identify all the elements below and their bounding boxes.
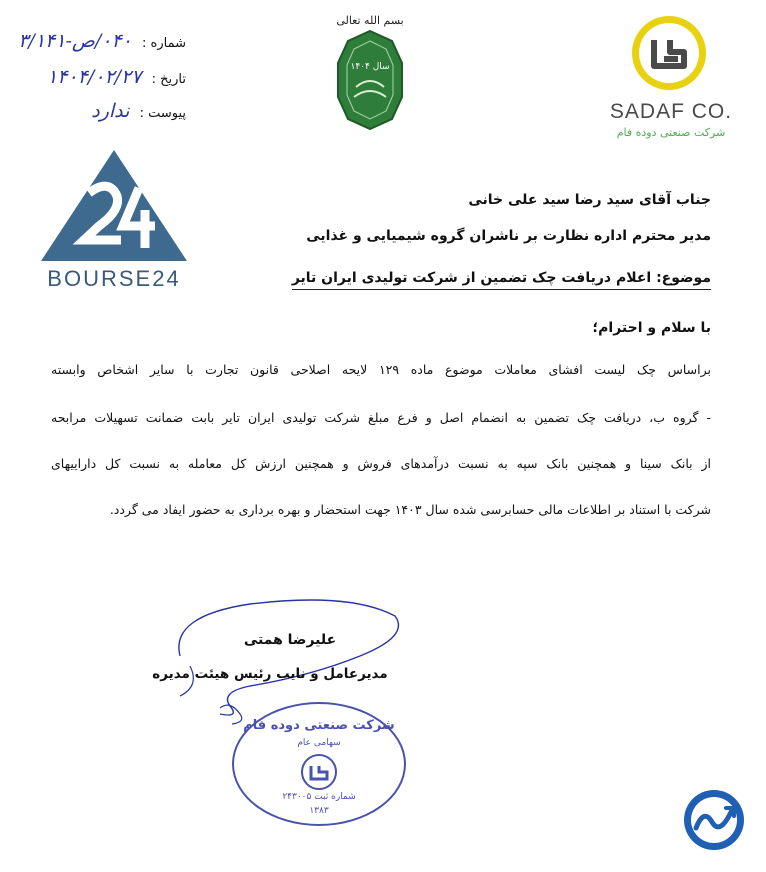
stamp-year: ۱۳۸۳ <box>309 806 329 816</box>
stamp-logo-icon <box>299 752 339 792</box>
stamp-type: سهامی عام <box>297 738 341 748</box>
company-stamp <box>232 702 406 826</box>
letter-number-value: ۰۴۰/ص-۳/۱۴۱ <box>18 30 132 52</box>
stamp-company: شرکت صنعتی دوده فام <box>243 718 395 733</box>
letter-attachment-value: ندارد <box>91 100 130 122</box>
sadaf-logo <box>596 8 746 148</box>
sadaf-name: SADAF CO. <box>609 100 733 123</box>
sadaf-emblem-icon <box>628 12 710 94</box>
letter-subject: موضوع: اعلام دریافت چک تضمین از شرکت تولیدی ایران تایر <box>292 270 711 290</box>
bourse24-text: BOURSE24 <box>47 266 181 291</box>
emblem-year-text: سال ۱۴۰۴ <box>350 62 390 72</box>
signatory-title: مدیرعامل و نایب رئیس هیئت مدیره <box>152 666 388 682</box>
body-line: از بانک سینا و همچنین بانک سپه به نسبت درآمدهای فروش و همچنین ارزش کل معامله به نسبت کل داراییهای <box>51 456 711 471</box>
year-emblem <box>330 14 410 144</box>
bourse24-badge-icon <box>682 788 746 852</box>
recipient-name: جناب آقای سید رضا سید علی خانی <box>468 192 711 208</box>
sadaf-subtitle: شرکت صنعتی دوده فام <box>616 126 726 139</box>
letter-date <box>47 66 186 88</box>
recipient-title: مدیر محترم اداره نظارت بر ناشران گروه شیمیایی و غذایی <box>306 228 711 244</box>
emblem-shape-icon <box>330 27 410 132</box>
letter-number <box>18 30 186 52</box>
letter-attachment-label: پیوست : <box>139 106 186 121</box>
letter-date-value: ۱۴۰۴/۰۲/۲۷ <box>47 66 142 88</box>
stamp-registration: شماره ثبت ۲۴۳۰۰۵ <box>282 792 356 802</box>
bourse24-logo <box>34 148 194 298</box>
greeting: با سلام و احترام؛ <box>592 320 711 336</box>
body-line: شرکت با استناد بر اطلاعات مالی حسابرسی شده سال ۱۴۰۳ جهت استحضار و بهره برداری به حضور ایفاد می گردد. <box>109 502 711 517</box>
body-line: - گروه ب، دریافت چک تضمین به انضمام اصل و فرع مبلغ شرکت تولیدی ایران تایر بابت ضمانت تسهیلات مرابحه <box>51 410 711 425</box>
body-line: براساس چک لیست افشای معاملات موضوع ماده ۱۲۹ لایحه اصلاحی قانون تجارت با سایر اشخاص وابسته <box>51 362 711 377</box>
letter-attachment <box>91 100 186 122</box>
emblem-top-text: بسم الله تعالی <box>336 14 404 27</box>
signatory-name: علیرضا همتی <box>243 632 337 648</box>
letter-number-label: شماره : <box>142 36 186 51</box>
bourse24-triangle-icon <box>39 148 189 263</box>
letter-date-label: تاریخ : <box>151 72 186 87</box>
